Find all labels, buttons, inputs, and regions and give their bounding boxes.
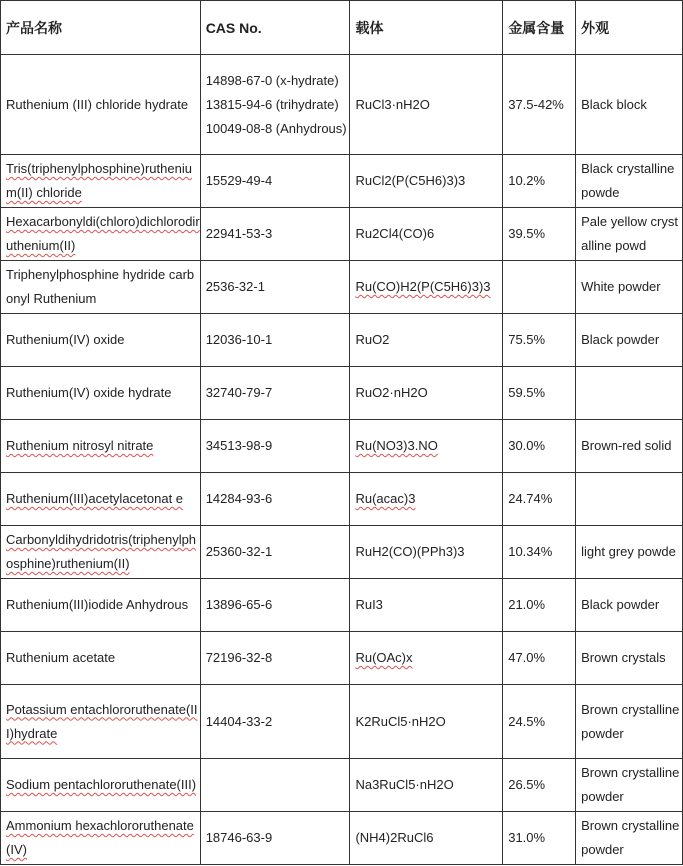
carrier-cell: RuO2 [350, 314, 503, 367]
header-carrier: 载体 [350, 1, 503, 55]
table-row [1, 685, 683, 759]
appearance-cell: Brown crystalline powder [576, 685, 683, 759]
table-row [1, 759, 683, 812]
table-row [1, 314, 683, 367]
carrier-cell: K2RuCl5·nH2O [350, 685, 503, 759]
product-name-cell: Ruthenium(III)acetylacetonat e [1, 473, 201, 526]
metal-content-cell: 39.5% [503, 208, 576, 261]
table-row [1, 55, 683, 155]
cas-cell: 13896-65-6 [200, 579, 350, 632]
header-product-name: 产品名称 [1, 1, 201, 55]
table-row [1, 526, 683, 579]
metal-content-cell: 26.5% [503, 759, 576, 812]
metal-content-cell: 10.2% [503, 155, 576, 208]
carrier-cell: Na3RuCl5·nH2O [350, 759, 503, 812]
appearance-cell: Brown crystalline powder [576, 812, 683, 865]
product-name-cell: Ruthenium(IV) oxide hydrate [1, 367, 201, 420]
appearance-cell: Brown crystals [576, 632, 683, 685]
appearance-cell: Black block [576, 55, 683, 155]
table-row [1, 812, 683, 865]
metal-content-cell [503, 261, 576, 314]
table-row [1, 579, 683, 632]
appearance-cell: light grey powde [576, 526, 683, 579]
table-row [1, 208, 683, 261]
header-appearance: 外观 [576, 1, 683, 55]
cas-cell: 15529-49-4 [200, 155, 350, 208]
product-name-cell: Ruthenium (III) chloride hydrate [1, 55, 201, 155]
product-name-cell: Hexacarbonyldi(chloro)dichlorodiruthenium(II) [1, 208, 201, 261]
carrier-cell: Ru(OAc)x [350, 632, 503, 685]
table-row [1, 632, 683, 685]
cas-cell [200, 759, 350, 812]
product-name-cell: Triphenylphosphine hydride carbonyl Ruthenium [1, 261, 201, 314]
appearance-cell [576, 473, 683, 526]
cas-cell: 14404-33-2 [200, 685, 350, 759]
table-row [1, 420, 683, 473]
cas-cell: 12036-10-1 [200, 314, 350, 367]
product-name-cell: Sodium pentachlororuthenate(III) [1, 759, 201, 812]
metal-content-cell: 31.0% [503, 812, 576, 865]
metal-content-cell: 24.74% [503, 473, 576, 526]
appearance-cell: Pale yellow crystalline powd [576, 208, 683, 261]
table-row [1, 261, 683, 314]
appearance-cell [576, 367, 683, 420]
table-row [1, 473, 683, 526]
header-cas: CAS No. [200, 1, 350, 55]
appearance-cell: Brown crystalline powder [576, 759, 683, 812]
appearance-cell: Black crystalline powde [576, 155, 683, 208]
metal-content-cell: 10.34% [503, 526, 576, 579]
appearance-cell: Black powder [576, 579, 683, 632]
cas-cell: 14898-67-0 (x-hydrate) 13815-94-6 (trihydrate) 10049-08-8 (Anhydrous) [200, 55, 350, 155]
carrier-cell: Ru2Cl4(CO)6 [350, 208, 503, 261]
cas-cell: 72196-32-8 [200, 632, 350, 685]
product-name-cell: Ammonium hexachlororuthenate(IV) [1, 812, 201, 865]
carrier-cell: Ru(CO)H2(P(C5H6)3)3 [350, 261, 503, 314]
cas-cell: 32740-79-7 [200, 367, 350, 420]
appearance-cell: Brown-red solid [576, 420, 683, 473]
header-metal-content: 金属含量 [503, 1, 576, 55]
product-name-cell: Tris(triphenylphosphine)ruthenium(II) chloride [1, 155, 201, 208]
carrier-cell: Ru(acac)3 [350, 473, 503, 526]
carrier-cell: Ru(NO3)3.NO [350, 420, 503, 473]
metal-content-cell: 24.5% [503, 685, 576, 759]
metal-content-cell: 21.0% [503, 579, 576, 632]
cas-cell: 34513-98-9 [200, 420, 350, 473]
header-row [1, 1, 683, 55]
table-row [1, 155, 683, 208]
cas-cell: 25360-32-1 [200, 526, 350, 579]
table-row [1, 367, 683, 420]
appearance-cell: Black powder [576, 314, 683, 367]
product-name-cell: Ruthenium acetate [1, 632, 201, 685]
cas-cell: 22941-53-3 [200, 208, 350, 261]
product-name-cell: Ruthenium(IV) oxide [1, 314, 201, 367]
carrier-cell: (NH4)2RuCl6 [350, 812, 503, 865]
appearance-cell: White powder [576, 261, 683, 314]
cas-cell: 2536-32-1 [200, 261, 350, 314]
product-name-cell: Ruthenium(III)iodide Anhydrous [1, 579, 201, 632]
cas-cell: 18746-63-9 [200, 812, 350, 865]
carrier-cell: RuH2(CO)(PPh3)3 [350, 526, 503, 579]
metal-content-cell: 59.5% [503, 367, 576, 420]
metal-content-cell: 75.5% [503, 314, 576, 367]
carrier-cell: RuCl2(P(C5H6)3)3 [350, 155, 503, 208]
product-name-cell: Carbonyldihydridotris(triphenylphosphine)ruthenium(II) [1, 526, 201, 579]
metal-content-cell: 37.5-42% [503, 55, 576, 155]
carrier-cell: RuI3 [350, 579, 503, 632]
product-name-cell: Ruthenium nitrosyl nitrate [1, 420, 201, 473]
metal-content-cell: 30.0% [503, 420, 576, 473]
carrier-cell: RuCl3·nH2O [350, 55, 503, 155]
product-name-cell: Potassium entachlororuthenate(III)hydrate [1, 685, 201, 759]
carrier-cell: RuO2·nH2O [350, 367, 503, 420]
cas-cell: 14284-93-6 [200, 473, 350, 526]
metal-content-cell: 47.0% [503, 632, 576, 685]
